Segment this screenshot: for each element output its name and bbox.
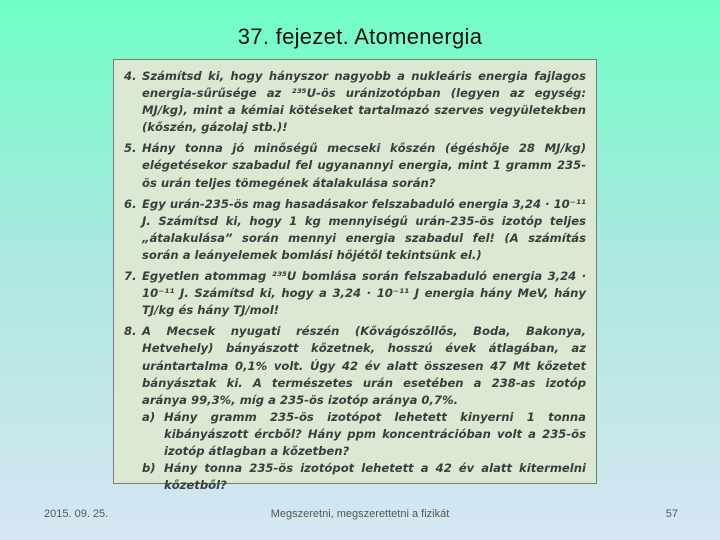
sub-question-label: a) [142, 409, 156, 424]
exercise-text: Egy urán-235-ös mag hasadásakor felszabaduló energia 3,24 · 10⁻¹¹ J. Számítsd ki, hogy 1 kg mennyiségű urán-235-ös izotóp teljes „átalakulása” során mennyi energia szabadul fel! (A számítás során a leányelemek bomlási hőjétől tekintsünk el.) [142, 196, 586, 262]
exercise-4 [124, 68, 586, 136]
exercise-number: 6. [124, 196, 137, 211]
slide-title: 37. fejezet. Atomenergia [237, 24, 483, 49]
exercise-number: 4. [124, 69, 137, 83]
exercise-text: Hány tonna jó minőségű mecseki kőszén (égéshője 28 MJ/kg) elégetésekor szabadul fel ugyanannyi energia, mint 1 gramm 235-ös urán teljes tömegének átalakulása során? [142, 141, 586, 190]
exercise-8 [124, 323, 586, 494]
footer-date: 2015. 09. 25. [44, 508, 109, 520]
sub-question-text: Hány tonna 235-ös izotópot lehetett a 42 év alatt kitermelni kőzetből? [164, 461, 586, 493]
page-number: 57 [665, 508, 678, 520]
exercise-5 [124, 140, 586, 191]
exercise-text: Számítsd ki, hogy hányszor nagyobb a nukleáris energia fajlagos energia-sűrűsége az ²³⁵U-ös uránizotópban (legyen az egység: MJ/kg), mint a kémiai kötéseket tartalmazó szerves vegyületekben (kőszén, gázolaj stb.)! [142, 69, 586, 135]
sub-question-label: b) [142, 461, 156, 476]
exercise-number: 7. [124, 269, 137, 284]
sub-question-text: Hány gramm 235-ös izotópot lehetett kinyerni 1 tonna kibányászott ércből? Hány ppm koncentrációban volt a 235-ös izotóp átlagban a kőzetben? [164, 409, 586, 458]
sub-question-a [142, 409, 586, 460]
sub-question-b [142, 460, 586, 494]
exercise-text: A Mecsek nyugati részén (Kővágószőllős, Boda, Bakonya, Hetvehely) bányászott kőzetnek, hosszú évek átlagában, az urántartalma 0,1% volt. Úgy 42 év alatt összesen 47 Mt kőzetet bányásztak ki. A természetes urán esetében a 238-as izotóp aránya 99,3%, míg a 235-ös izotóp aránya 0,7%. [142, 324, 586, 407]
exercise-text: Egyetlen atommag ²³⁵U bomlása során felszabaduló energia 3,24 · 10⁻¹¹ J. Számítsd ki, hogy a 3,24 · 10⁻¹¹ J energia hány MeV, hány TJ/kg és hány TJ/mol! [142, 269, 586, 318]
exercise-number: 5. [124, 141, 137, 156]
exercise-body [142, 323, 586, 494]
exercise-7 [124, 268, 586, 319]
footer-caption: Megszeretni, megszerettetni a fizikát [270, 508, 450, 520]
exercise-number: 8. [124, 324, 137, 339]
exercise-panel [113, 59, 597, 493]
exercise-6 [124, 196, 586, 264]
